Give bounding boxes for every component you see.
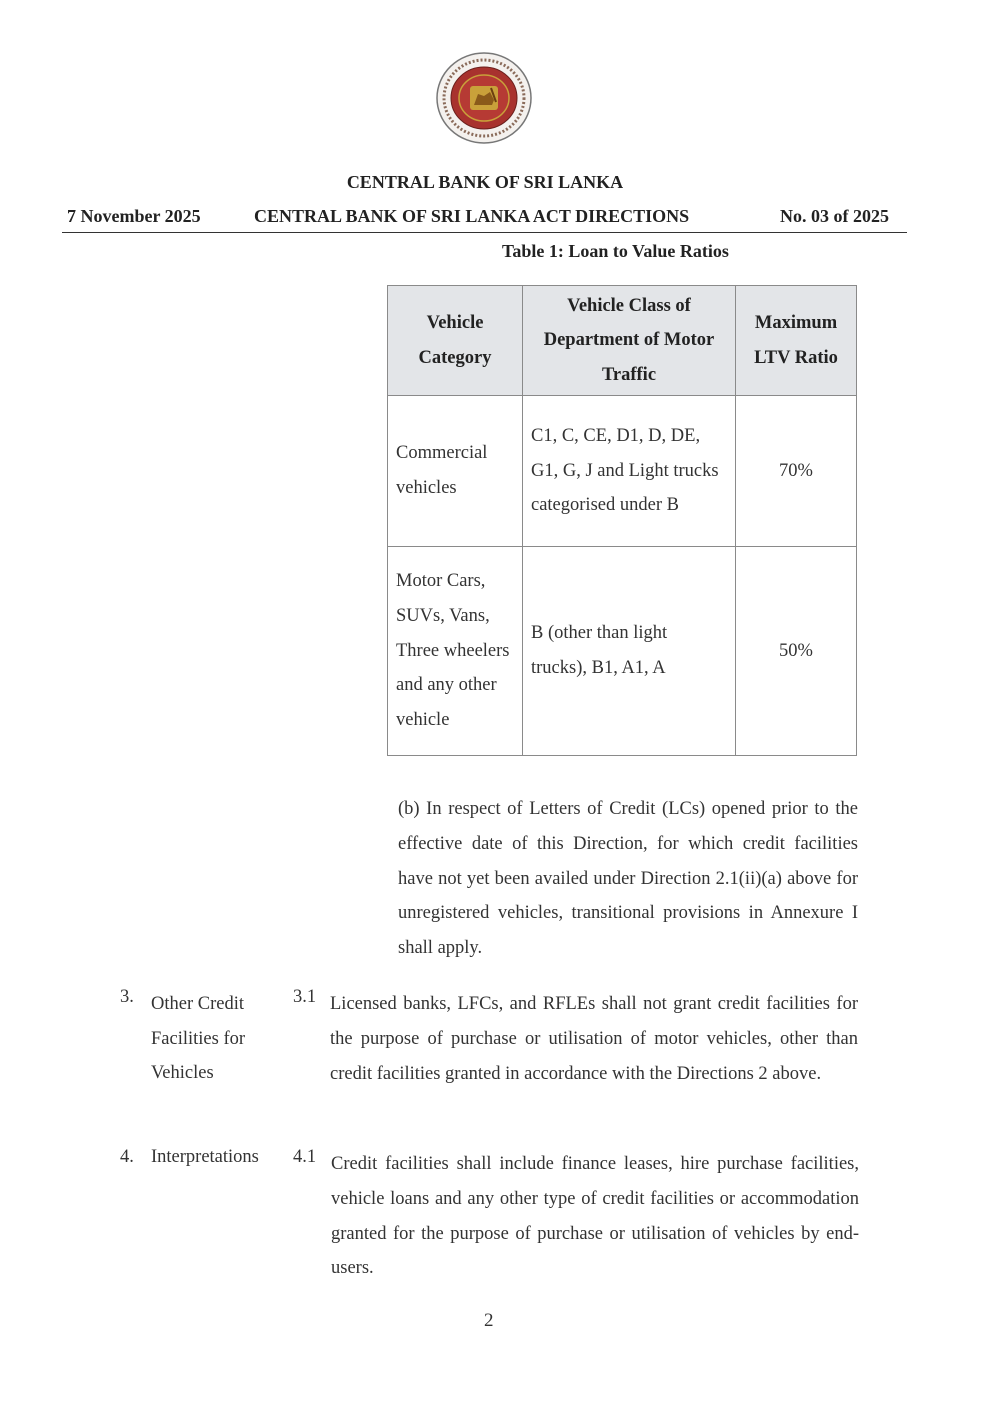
table-row: [388, 396, 857, 547]
direction-date: 7 November 2025: [67, 206, 201, 226]
vehicle-class-cell: C1, C, CE, D1, D, DE, G1, G, J and Light trucks categorised under B: [523, 396, 736, 547]
ltv-ratio-cell: 70%: [736, 396, 857, 547]
section-body: Credit facilities shall include finance leases, hire purchase facilities, vehicle loans and any other type of credit facilities or accommodation granted for the purpose of purchase or utilisation of vehicles by end-users.: [331, 1154, 859, 1279]
page-number: 2: [484, 1310, 494, 1331]
section-number: 3.: [120, 987, 134, 1007]
vehicle-category-cell: Commercial vehicles: [388, 396, 523, 547]
section-title: Interpretations: [151, 1147, 259, 1167]
vehicle-class-cell: B (other than light trucks), B1, A1, A: [523, 547, 736, 756]
ltv-ratio-cell: 50%: [736, 547, 857, 756]
ltv-table: [387, 285, 857, 756]
central-bank-seal: [434, 50, 534, 146]
vehicle-category-cell: Motor Cars, SUVs, Vans, Three wheelers and any other vehicle: [388, 547, 523, 756]
organization-title: CENTRAL BANK OF SRI LANKA: [346, 172, 624, 192]
direction-series-title: CENTRAL BANK OF SRI LANKA ACT DIRECTIONS: [254, 206, 690, 226]
column-header: Vehicle Class of Department of Motor Traffic: [523, 286, 736, 396]
section-body: Licensed banks, LFCs, and RFLEs shall not grant credit facilities for the purpose of purchase or utilisation of motor vehicles, other than credit facilities granted in accordance with the Directions 2 above.: [330, 994, 858, 1084]
table-header-row: [388, 286, 857, 396]
column-header: Vehicle Category: [388, 286, 523, 396]
section-number: 4.: [120, 1147, 134, 1167]
subsection-number: 3.1: [293, 987, 317, 1007]
paragraph-b: (b) In respect of Letters of Credit (LCs) opened prior to the effective date of this Direction, for which credit facilities have not yet been availed under Direction 2.1(ii)(a) above for unregistered vehicles, transitional provisions in Annexure I shall apply.: [398, 799, 858, 959]
table-row: [388, 547, 857, 756]
header-divider: [62, 232, 907, 233]
section-title: Other Credit Facilities for Vehicles: [151, 994, 246, 1084]
column-header: Maximum LTV Ratio: [736, 286, 857, 396]
subsection-number: 4.1: [293, 1147, 317, 1167]
direction-number: No. 03 of 2025: [780, 206, 889, 226]
table-caption: Table 1: Loan to Value Ratios: [502, 241, 729, 261]
